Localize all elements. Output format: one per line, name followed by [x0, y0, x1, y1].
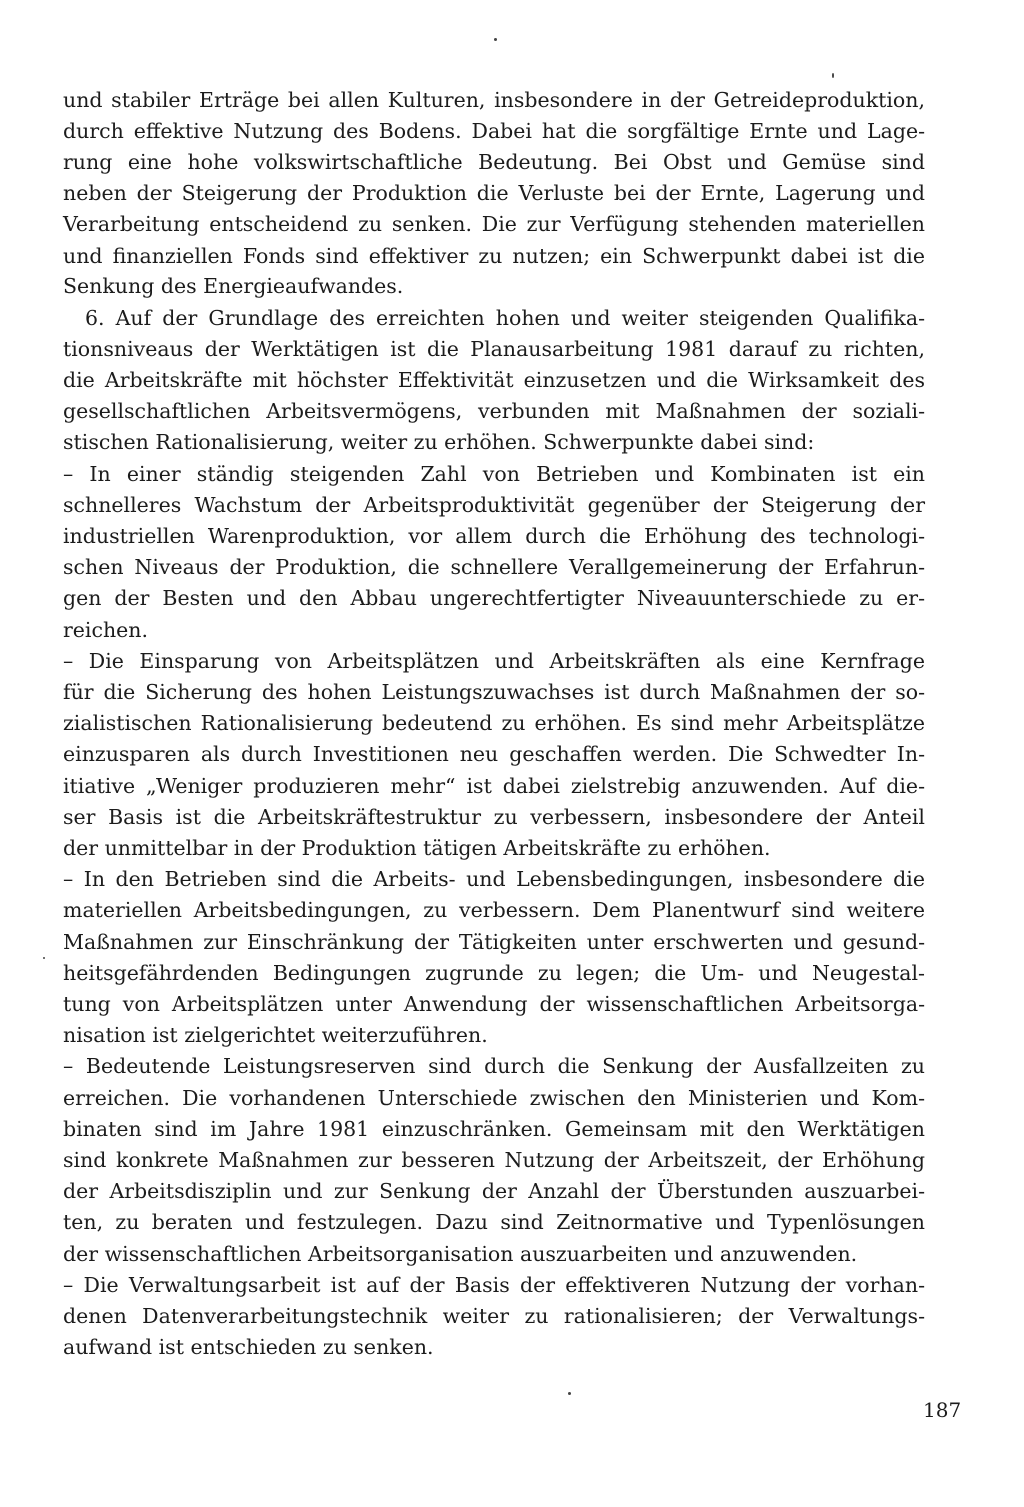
- text-line: der wissenschaftlichen Arbeitsorganisation auszuarbeiten und anzuwenden.: [63, 1242, 858, 1266]
- text-line: reichen.: [63, 618, 149, 642]
- scan-speck: [568, 1392, 571, 1395]
- text-line: der unmittelbar in der Produktion tätigen Arbeitskräfte zu erhöhen.: [63, 836, 771, 860]
- text-line: stischen Rationalisierung, weiter zu erhöhen. Schwerpunkte dabei sind:: [63, 430, 815, 454]
- text-line: einzusparen als durch Investitionen neu geschaffen werden. Die Schwedter In-: [63, 742, 925, 766]
- text-line: schen Niveaus der Produktion, die schnellere Verallgemeinerung der Erfahrun-: [63, 555, 925, 579]
- text-line: ser Basis ist die Arbeitskräftestruktur zu verbessern, insbesondere der Anteil: [63, 805, 925, 829]
- document-page: [63, 0, 962, 1507]
- text-line: heitsgefährdenden Bedingungen zugrunde zu legen; die Um- und Neugestal-: [63, 961, 925, 985]
- text-line: – Die Einsparung von Arbeitsplätzen und Arbeitskräften als eine Kernfrage: [63, 649, 925, 673]
- text-line: binaten sind im Jahre 1981 einzuschränken. Gemeinsam mit den Werktätigen: [63, 1117, 925, 1141]
- scan-speck: [832, 73, 834, 78]
- text-line: gen der Besten und den Abbau ungerechtfertigter Niveauunterschiede zu er-: [63, 586, 925, 610]
- text-line: für die Sicherung des hohen Leistungszuwachses ist durch Maßnahmen der so-: [63, 680, 925, 704]
- text-line: durch effektive Nutzung des Bodens. Dabei hat die sorgfältige Ernte und Lage-: [63, 119, 925, 143]
- text-line: industriellen Warenproduktion, vor allem durch die Erhöhung des technologi-: [63, 524, 925, 548]
- text-line: gesellschaftlichen Arbeitsvermögens, verbunden mit Maßnahmen der soziali-: [63, 399, 925, 423]
- text-line: itiative „Weniger produzieren mehr“ ist dabei zielstrebig anzuwenden. Auf die-: [63, 774, 925, 798]
- text-line: die Arbeitskräfte mit höchster Effektivität einzusetzen und die Wirksamkeit des: [63, 368, 925, 392]
- text-line: Maßnahmen zur Einschränkung der Tätigkeiten unter erschwerten und gesund-: [63, 930, 925, 954]
- text-line: 6. Auf der Grundlage des erreichten hohen und weiter steigenden Qualifika-: [85, 306, 925, 330]
- text-line: rung eine hohe volkswirtschaftliche Bedeutung. Bei Obst und Gemüse sind: [63, 150, 925, 174]
- text-line: erreichen. Die vorhandenen Unterschiede zwischen den Ministerien und Kom-: [63, 1086, 925, 1110]
- page-number: 187: [923, 1398, 962, 1422]
- text-line: tung von Arbeitsplätzen unter Anwendung der wissenschaftlichen Arbeitsorga-: [63, 992, 925, 1016]
- text-line: materiellen Arbeitsbedingungen, zu verbessern. Dem Planentwurf sind weitere: [63, 898, 925, 922]
- text-line: Verarbeitung entscheidend zu senken. Die zur Verfügung stehenden materiellen: [63, 212, 925, 236]
- text-line: – Bedeutende Leistungsreserven sind durch die Senkung der Ausfallzeiten zu: [63, 1054, 925, 1078]
- text-line: – In einer ständig steigenden Zahl von Betrieben und Kombinaten ist ein: [63, 462, 925, 486]
- text-line: ten, zu beraten und festzulegen. Dazu sind Zeitnormative und Typenlösungen: [63, 1210, 925, 1234]
- text-line: – Die Verwaltungsarbeit ist auf der Basis der effektiveren Nutzung der vorhan-: [63, 1273, 925, 1297]
- text-line: sind konkrete Maßnahmen zur besseren Nutzung der Arbeitszeit, der Erhöhung: [63, 1148, 925, 1172]
- text-line: neben der Steigerung der Produktion die Verluste bei der Ernte, Lagerung und: [63, 181, 925, 205]
- text-line: zialistischen Rationalisierung bedeutend zu erhöhen. Es sind mehr Arbeitsplätze: [63, 711, 925, 735]
- text-line: tionsniveaus der Werktätigen ist die Planausarbeitung 1981 darauf zu richten,: [63, 337, 925, 361]
- text-line: und stabiler Erträge bei allen Kulturen, insbesondere in der Getreideproduktion,: [63, 88, 925, 112]
- text-line: – In den Betrieben sind die Arbeits- und Lebensbedingungen, insbesondere die: [63, 867, 925, 891]
- text-line: nisation ist zielgerichtet weiterzuführen.: [63, 1023, 488, 1047]
- text-line: aufwand ist entschieden zu senken.: [63, 1335, 434, 1359]
- text-line: schnelleres Wachstum der Arbeitsproduktivität gegenüber der Steigerung der: [63, 493, 925, 517]
- text-line: und finanziellen Fonds sind effektiver zu nutzen; ein Schwerpunkt dabei ist die: [63, 244, 925, 268]
- text-line: der Arbeitsdisziplin und zur Senkung der Anzahl der Überstunden auszuarbei-: [63, 1179, 925, 1203]
- text-line: denen Datenverarbeitungstechnik weiter zu rationalisieren; der Verwaltungs-: [63, 1304, 925, 1328]
- scan-speck: [43, 957, 45, 959]
- text-line: Senkung des Energieaufwandes.: [63, 274, 404, 298]
- scan-speck: [494, 38, 497, 41]
